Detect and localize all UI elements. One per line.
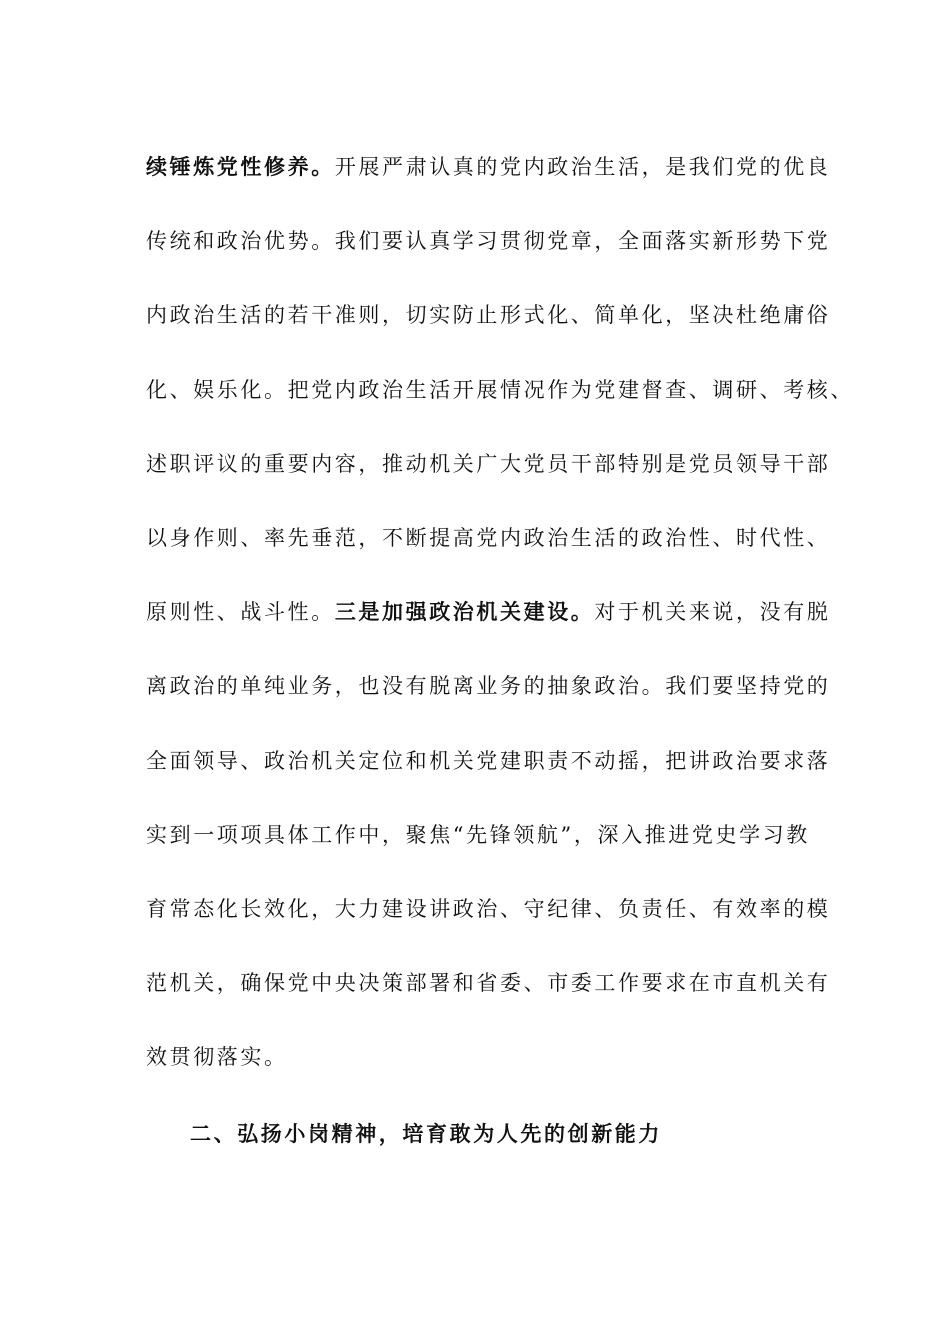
text-line: 内政治生活的若干准则，切实防止形式化、简单化，坚决杜绝庸俗	[146, 303, 831, 328]
line-text: 开展严肃认真的党内政治生活，是我们党的优良	[334, 155, 831, 179]
text-line: 实到一项项具体工作中，聚焦“先锋领航”，深入推进党史学习教	[146, 822, 810, 847]
line-text-after: 对于机关来说，没有脱	[594, 600, 831, 625]
text-line: 传统和政治优势。我们要认真学习贯彻党章，全面落实新形势下党	[146, 229, 831, 254]
text-line: 效贯彻落实。	[146, 1045, 288, 1070]
text-line: 化、娱乐化。把党内政治生活开展情况作为党建督查、调研、考核、	[146, 377, 854, 402]
text-line: 述职评议的重要内容，推动机关广大党员干部特别是党员领导干部	[146, 451, 831, 476]
text-line: 全面领导、政治机关定位和机关党建职责不动摇，把讲政治要求落	[146, 748, 831, 773]
text-line: 育常态化长效化，大力建设讲政治、守纪律、负责任、有效率的模	[146, 896, 831, 921]
bold-subheading: 三是加强政治机关建设。	[334, 599, 595, 625]
text-line: 范机关，确保党中央决策部署和省委、市委工作要求在市直机关有	[146, 971, 831, 996]
body-paragraph	[146, 130, 854, 1094]
text-line: 离政治的单纯业务，也没有脱离业务的抽象政治。我们要坚持党的	[146, 674, 831, 699]
line-text-before: 原则性、战斗性。	[146, 600, 335, 625]
text-line	[146, 575, 831, 649]
section-heading: 二、弘扬小岗精神，培育敢为人先的创新能力	[190, 1121, 662, 1146]
bold-lead: 续锤炼党性修养。	[146, 154, 335, 179]
text-line	[146, 130, 831, 204]
text-line: 以身作则、率先垂范，不断提高党内政治生活的政治性、时代性、	[146, 525, 831, 550]
